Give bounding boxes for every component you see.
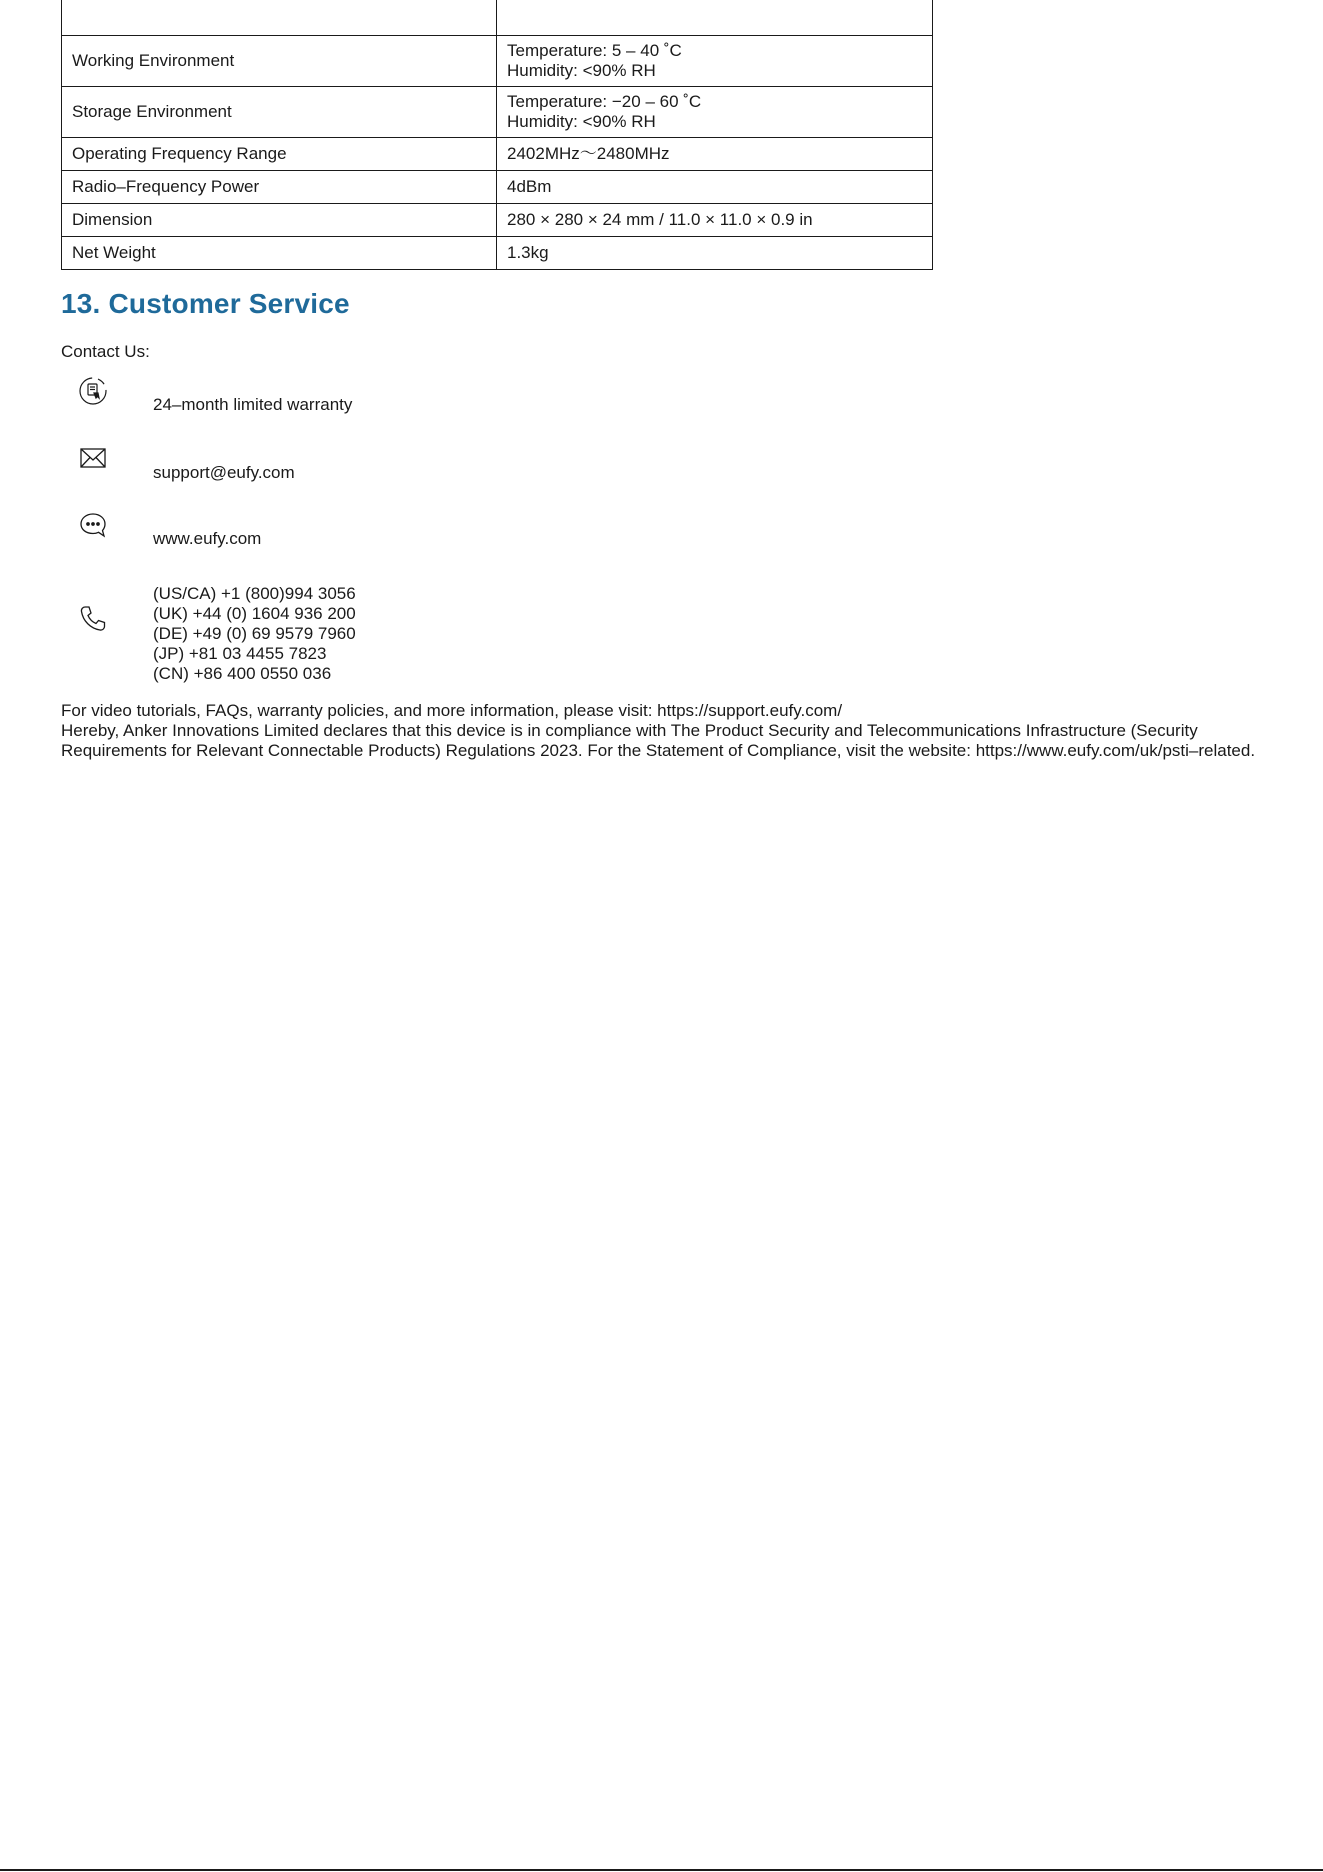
spec-value bbox=[497, 36, 933, 87]
phone-number[interactable]: (CN) +86 400 0550 036 bbox=[153, 664, 332, 683]
spec-label: Working Environment bbox=[62, 36, 497, 87]
support-info-paragraph: For video tutorials, FAQs, warranty policies, and more information, please visit: https://support.eufy.com/ bbox=[61, 701, 843, 720]
chat-bubble-icon bbox=[78, 511, 108, 541]
spec-label: Storage Environment bbox=[62, 87, 497, 138]
spec-value-line: Temperature: 5 – 40 ˚C bbox=[507, 41, 682, 60]
spec-label: Operating Frequency Range bbox=[62, 138, 497, 171]
spec-value-line: Humidity: <90% RH bbox=[507, 61, 656, 80]
phone-number[interactable]: (US/CA) +1 (800)994 3056 bbox=[153, 584, 356, 603]
spec-label: Dimension bbox=[62, 204, 497, 237]
table-row bbox=[62, 237, 933, 270]
table-row bbox=[62, 87, 933, 138]
envelope-icon bbox=[78, 444, 108, 474]
table-cell-empty bbox=[62, 0, 497, 36]
contact-intro: Contact Us: bbox=[61, 342, 150, 361]
spec-value bbox=[497, 87, 933, 138]
table-row bbox=[62, 204, 933, 237]
table-cell-empty bbox=[497, 0, 933, 36]
phone-icon bbox=[78, 604, 108, 634]
spec-label: Radio–Frequency Power bbox=[62, 171, 497, 204]
compliance-paragraph: Hereby, Anker Innovations Limited declares that this device is in compliance with The Product Security and Telecommunications Infrastructure (Security Requirements for Relevant Connectable Products) Regulations 2023. For the Statement of Compliance, visit the website: https://www.eufy.com/uk/psti–related. bbox=[61, 721, 1256, 760]
website-link[interactable]: www.eufy.com bbox=[153, 529, 262, 548]
spec-value-line: Temperature: −20 – 60 ˚C bbox=[507, 92, 702, 111]
phone-number[interactable]: (UK) +44 (0) 1604 936 200 bbox=[153, 604, 356, 623]
warranty-text: 24–month limited warranty bbox=[153, 395, 353, 414]
spec-label: Net Weight bbox=[62, 237, 497, 270]
table-row bbox=[62, 171, 933, 204]
phone-number[interactable]: (DE) +49 (0) 69 9579 7960 bbox=[153, 624, 356, 643]
footer-notes bbox=[61, 701, 1261, 761]
spec-value: 4dBm bbox=[497, 171, 933, 204]
spec-value: 2402MHz～2480MHz bbox=[497, 138, 933, 171]
phone-numbers-list bbox=[153, 584, 356, 684]
table-row bbox=[62, 138, 933, 171]
section-heading: 13. Customer Service bbox=[61, 288, 350, 319]
table-row-continued bbox=[62, 0, 933, 36]
table-row bbox=[62, 36, 933, 87]
warranty-badge-icon bbox=[78, 376, 108, 406]
phone-number[interactable]: (JP) +81 03 4455 7823 bbox=[153, 644, 327, 663]
spec-value-line: Humidity: <90% RH bbox=[507, 112, 656, 131]
support-email-link[interactable]: support@eufy.com bbox=[153, 463, 295, 482]
page-bottom-divider bbox=[0, 1869, 1323, 1871]
spec-value: 1.3kg bbox=[497, 237, 933, 270]
specifications-table bbox=[61, 0, 933, 270]
spec-value: 280 × 280 × 24 mm / 11.0 × 11.0 × 0.9 in bbox=[497, 204, 933, 237]
